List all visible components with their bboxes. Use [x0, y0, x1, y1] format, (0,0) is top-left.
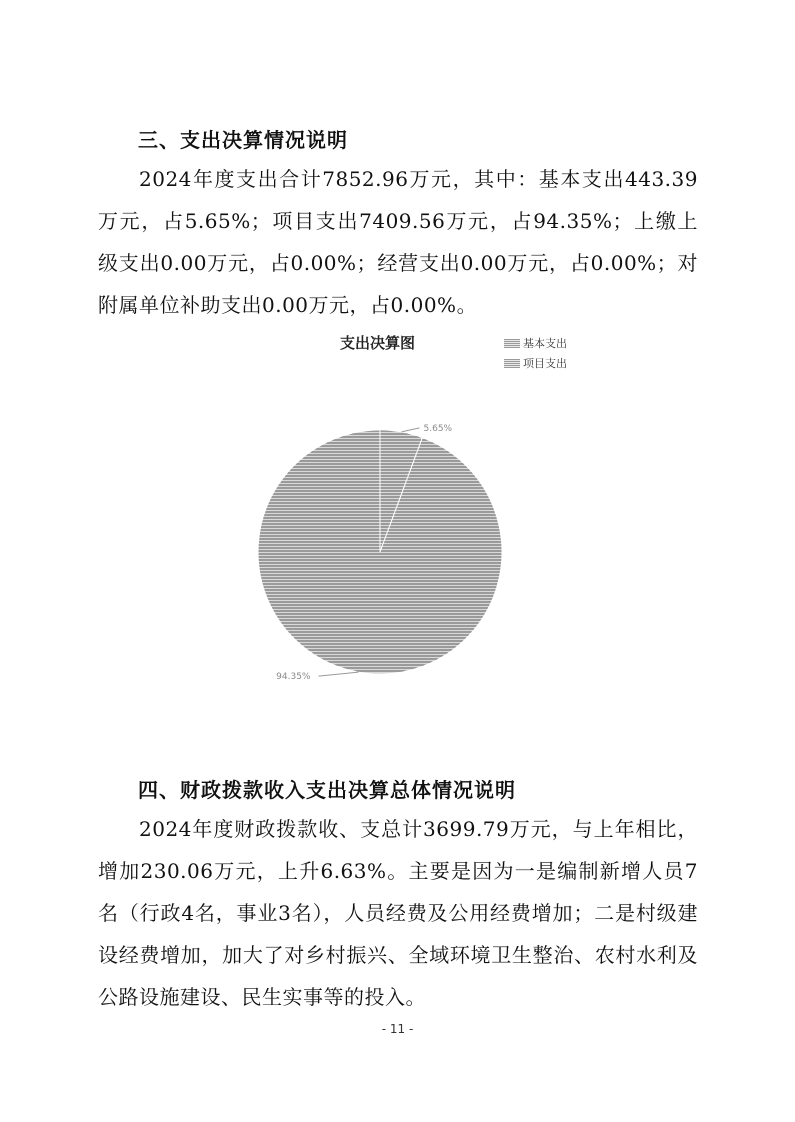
section4-heading: 四、财政拨款收入支出决算总体情况说明	[138, 778, 516, 802]
page-number: - 11 -	[381, 1022, 414, 1036]
section4-paragraph: 2024年度财政拨款收、支总计3699.79万元，与上年相比，增加230.06万元，上升6.63%。主要是因为一是编制新增人员7名（行政4名，事业3名），人员经费及公用经费增加；二是村级建设经费增加，加大了对乡村振兴、全域环境卫生整治、农村水利及公路设施建设、民生实事等的投入。	[98, 817, 698, 1009]
chart-legend	[504, 333, 567, 373]
data-label-project: 94.35%	[276, 672, 311, 683]
legend-swatch-project	[504, 359, 520, 368]
legend-label-project: 项目支出	[523, 357, 567, 370]
legend-item-project	[504, 353, 567, 373]
pie-chart-svg	[240, 325, 600, 705]
legend-swatch-basic	[504, 339, 520, 348]
section3-heading: 三、支出决算情况说明	[138, 128, 348, 152]
chart-title: 支出决算图	[340, 334, 416, 352]
leader-line-project	[319, 672, 359, 676]
expenditure-pie-chart	[240, 325, 600, 705]
legend-item-basic	[504, 333, 567, 353]
pie-slice-project	[258, 430, 502, 674]
legend-label-basic: 基本支出	[523, 337, 567, 350]
section3-paragraph: 2024年度支出合计7852.96万元，其中：基本支出443.39万元，占5.65%；项目支出7409.56万元，占94.35%；上缴上级支出0.00万元，占0.00%；经营支出0.00万元，占0.00%；对附属单位补助支出0.00万元，占0.00%。	[98, 167, 698, 317]
leader-line-basic	[402, 428, 420, 432]
data-label-basic: 5.65%	[423, 423, 453, 434]
